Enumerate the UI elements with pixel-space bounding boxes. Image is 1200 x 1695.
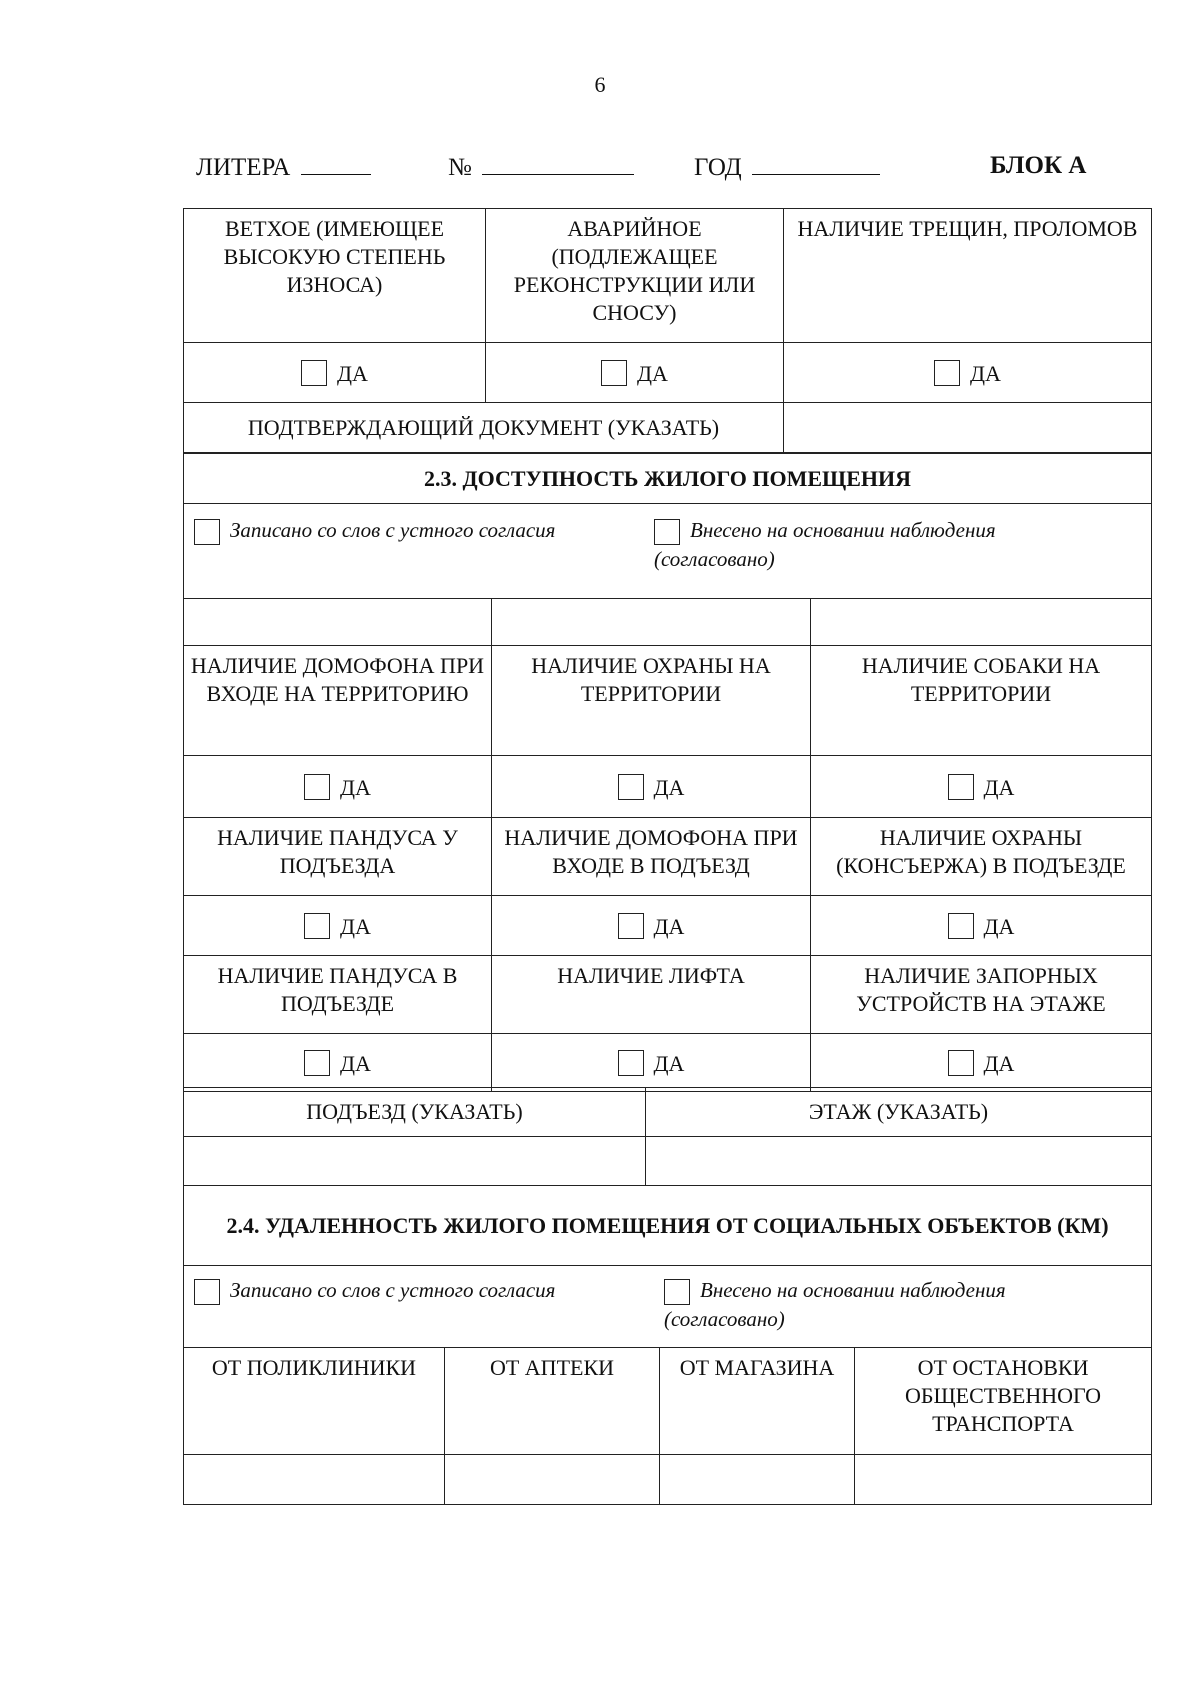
ramp-entrance-yes-option (184, 896, 492, 956)
number-input-line[interactable] (482, 152, 634, 175)
yes-label: ДА (340, 913, 371, 939)
dilapidated-yes-option (184, 343, 486, 403)
polyclinic-distance-field[interactable] (184, 1455, 445, 1505)
floor-locks-checkbox[interactable] (948, 1050, 974, 1076)
dog-territory-checkbox[interactable] (948, 774, 974, 800)
blank-cell[interactable] (184, 599, 492, 646)
entrance-field[interactable] (184, 1137, 646, 1186)
consent-observed-label: Внесено на основании наблюдения (согласовано) (664, 1278, 1006, 1332)
floor-locks-header: НАЛИЧИЕ ЗАПОРНЫХ УСТРОЙСТВ НА ЭТАЖЕ (811, 956, 1152, 1034)
cracks-yes-option (784, 343, 1152, 403)
security-territory-header: НАЛИЧИЕ ОХРАНЫ НА ТЕРРИТОРИИ (492, 646, 811, 756)
yes-label: ДА (340, 774, 371, 800)
security-territory-yes-option (492, 756, 811, 818)
yes-label: ДА (983, 774, 1015, 800)
accessibility-table (183, 453, 1152, 1092)
entrance-floor-table (183, 1087, 1152, 1186)
ramp-entrance-checkbox[interactable] (304, 913, 330, 939)
elevator-checkbox[interactable] (618, 1050, 644, 1076)
ramp-entrance-header: НАЛИЧИЕ ПАНДУСА У ПОДЪЕЗДА (184, 818, 492, 896)
litera-input-line[interactable] (301, 152, 371, 175)
consent-observed-label: Внесено на основании наблюдения (согласовано) (654, 518, 996, 572)
year-field (694, 152, 880, 182)
dog-territory-yes-option (811, 756, 1152, 818)
emergency-yes-option (486, 343, 784, 403)
consent-options-2-4 (184, 1266, 1152, 1348)
document-header (0, 152, 1200, 186)
entrance-label: ПОДЪЕЗД (УКАЗАТЬ) (184, 1088, 646, 1137)
number-label: № (448, 154, 472, 181)
pharmacy-header: ОТ АПТЕКИ (445, 1348, 660, 1455)
yes-label: ДА (653, 913, 685, 939)
consent-observed-option (664, 1276, 1114, 1333)
remoteness-table (183, 1185, 1152, 1505)
litera-field (196, 152, 371, 182)
floor-locks-yes-option (811, 1034, 1152, 1092)
year-input-line[interactable] (752, 152, 880, 175)
confirming-document-field[interactable] (784, 403, 1152, 453)
floor-field[interactable] (646, 1137, 1152, 1186)
condition-table (183, 208, 1152, 453)
yes-label: ДА (970, 360, 1001, 386)
consent-observed-checkbox[interactable] (654, 519, 680, 545)
transport-stop-header: ОТ ОСТАНОВКИ ОБЩЕСТВЕННОГО ТРАНСПОРТА (855, 1348, 1152, 1455)
concierge-entrance-header: НАЛИЧИЕ ОХРАНЫ (КОНСЪЕРЖА) В ПОДЪЕЗДЕ (811, 818, 1152, 896)
consent-oral-label: Записано со слов с устного согласия (230, 518, 556, 542)
blank-cell[interactable] (492, 599, 811, 646)
dilapidated-checkbox[interactable] (301, 360, 327, 386)
emergency-header: АВАРИЙНОЕ (ПОДЛЕЖАЩЕЕ РЕКОНСТРУКЦИИ ИЛИ СНОСУ) (486, 209, 784, 343)
cracks-checkbox[interactable] (934, 360, 960, 386)
blank-cell[interactable] (811, 599, 1152, 646)
section-2-3-title: 2.3. ДОСТУПНОСТЬ ЖИЛОГО ПОМЕЩЕНИЯ (184, 454, 1152, 504)
yes-label: ДА (983, 1050, 1015, 1076)
intercom-territory-checkbox[interactable] (304, 774, 330, 800)
yes-label: ДА (653, 1050, 685, 1076)
consent-oral-label: Записано со слов с устного согласия (230, 1278, 556, 1302)
yes-label: ДА (340, 1050, 371, 1076)
block-label: БЛОК А (990, 152, 1087, 179)
concierge-entrance-checkbox[interactable] (948, 913, 974, 939)
consent-options (184, 504, 1152, 599)
floor-label: ЭТАЖ (УКАЗАТЬ) (646, 1088, 1152, 1137)
emergency-checkbox[interactable] (601, 360, 627, 386)
ramp-inside-yes-option (184, 1034, 492, 1092)
dog-territory-header: НАЛИЧИЕ СОБАКИ НА ТЕРРИТОРИИ (811, 646, 1152, 756)
yes-label: ДА (653, 774, 685, 800)
intercom-entrance-yes-option (492, 896, 811, 956)
yes-label: ДА (983, 913, 1015, 939)
yes-label: ДА (637, 360, 668, 386)
litera-label: ЛИТЕРА (196, 154, 291, 181)
consent-observed-option (654, 516, 1114, 573)
intercom-territory-yes-option (184, 756, 492, 818)
polyclinic-header: ОТ ПОЛИКЛИНИКИ (184, 1348, 445, 1455)
consent-oral-option (194, 516, 654, 545)
intercom-territory-header: НАЛИЧИЕ ДОМОФОНА ПРИ ВХОДЕ НА ТЕРРИТОРИЮ (184, 646, 492, 756)
consent-oral-checkbox[interactable] (194, 519, 220, 545)
elevator-header: НАЛИЧИЕ ЛИФТА (492, 956, 811, 1034)
intercom-entrance-header: НАЛИЧИЕ ДОМОФОНА ПРИ ВХОДЕ В ПОДЪЕЗД (492, 818, 811, 896)
intercom-entrance-checkbox[interactable] (618, 913, 644, 939)
page-number: 6 (594, 72, 606, 97)
shop-header: ОТ МАГАЗИНА (660, 1348, 855, 1455)
shop-distance-field[interactable] (660, 1455, 855, 1505)
elevator-yes-option (492, 1034, 811, 1092)
ramp-inside-header: НАЛИЧИЕ ПАНДУСА В ПОДЪЕЗДЕ (184, 956, 492, 1034)
consent-observed-checkbox[interactable] (664, 1279, 690, 1305)
dilapidated-header: ВЕТХОЕ (ИМЕЮЩЕЕ ВЫСОКУЮ СТЕПЕНЬ ИЗНОСА) (184, 209, 486, 343)
consent-oral-option (194, 1276, 664, 1305)
yes-label: ДА (337, 360, 368, 386)
pharmacy-distance-field[interactable] (445, 1455, 660, 1505)
transport-stop-distance-field[interactable] (855, 1455, 1152, 1505)
security-territory-checkbox[interactable] (618, 774, 644, 800)
section-2-4-title: 2.4. УДАЛЕННОСТЬ ЖИЛОГО ПОМЕЩЕНИЯ ОТ СОЦИАЛЬНЫХ ОБЪЕКТОВ (КМ) (184, 1186, 1152, 1266)
year-label: ГОД (694, 154, 742, 181)
number-field (448, 152, 634, 182)
ramp-inside-checkbox[interactable] (304, 1050, 330, 1076)
cracks-header: НАЛИЧИЕ ТРЕЩИН, ПРОЛОМОВ (784, 209, 1152, 343)
concierge-entrance-yes-option (811, 896, 1152, 956)
consent-oral-checkbox[interactable] (194, 1279, 220, 1305)
confirming-document-label: ПОДТВЕРЖДАЮЩИЙ ДОКУМЕНТ (УКАЗАТЬ) (184, 403, 784, 453)
